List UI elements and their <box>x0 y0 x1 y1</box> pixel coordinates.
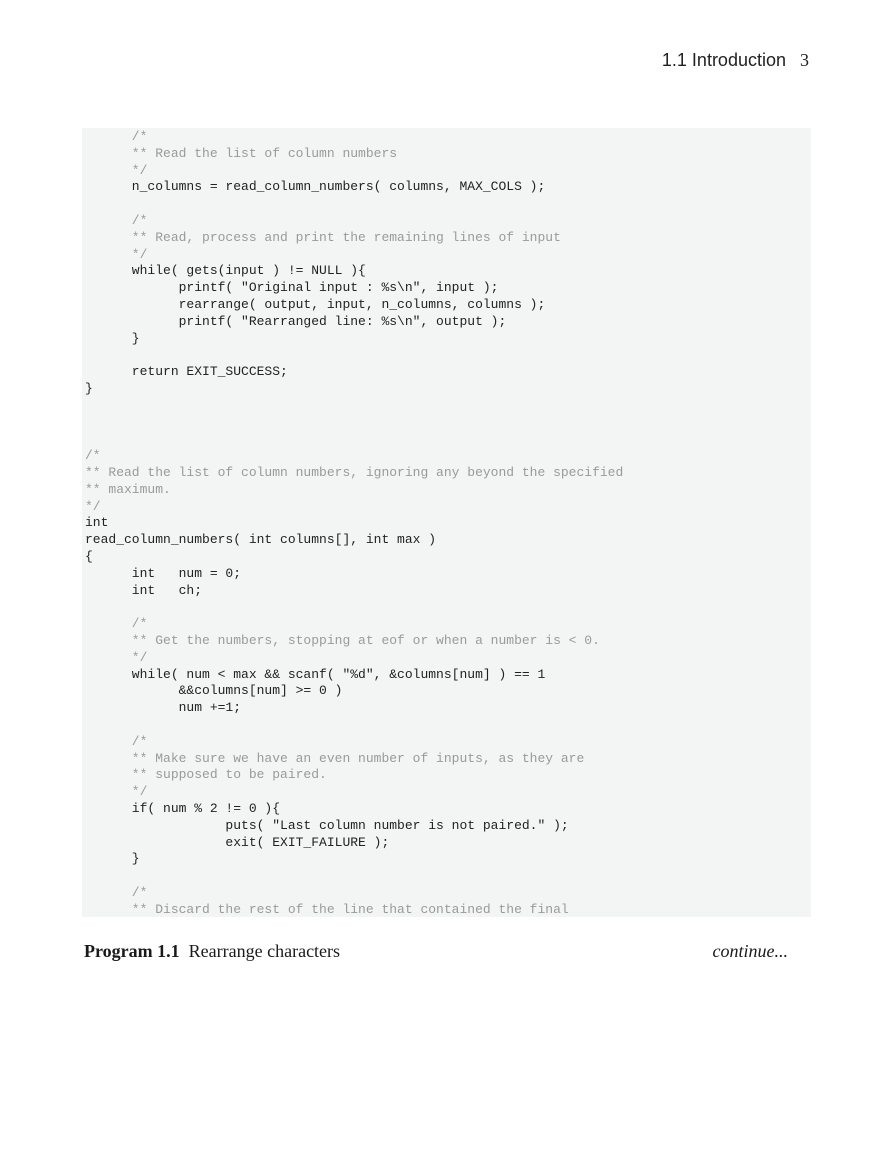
code-listing <box>82 128 811 917</box>
code-comment-line: ** maximum. <box>85 481 171 497</box>
code-comment-line: /* <box>85 448 101 464</box>
code-line: int <box>85 515 109 531</box>
code-line: } <box>85 851 140 867</box>
code-comment-line: ** supposed to be paired. <box>85 767 327 783</box>
code-line: while( num < max && scanf( "%d", &columns[num] ) == 1 <box>85 666 546 682</box>
code-comment-line: /* <box>85 885 148 900</box>
code-line: int ch; <box>85 582 203 598</box>
code-line: } <box>85 330 140 346</box>
code-comment-line: */ <box>85 784 148 800</box>
code-comment-line: /* <box>85 733 148 749</box>
code-comment-line: ** Read the list of column numbers <box>85 145 398 161</box>
code-line: &&columns[num] >= 0 ) <box>85 683 343 699</box>
code-comment-line: ** Discard the rest of the line that contained the final <box>85 901 569 917</box>
code-comment-line: */ <box>85 246 148 262</box>
code-line: while( gets(input ) != NULL ){ <box>85 263 366 279</box>
code-comment-line: */ <box>85 649 148 665</box>
code-line: printf( "Rearranged line: %s\n", output ); <box>85 313 507 329</box>
code-comment-line: /* <box>85 616 148 632</box>
code-line: num +=1; <box>85 700 242 716</box>
page-number: 3 <box>800 50 809 70</box>
code-line: if( num % 2 != 0 ){ <box>85 801 281 816</box>
continue-note: continue... <box>712 941 788 961</box>
code-comment-line: ** Read, process and print the remaining lines of input <box>85 229 561 245</box>
section-title: 1.1 Introduction <box>661 50 786 70</box>
code-line: printf( "Original input : %s\n", input ); <box>85 280 499 296</box>
caption-label: Program 1.1 <box>84 941 180 961</box>
code-line: return EXIT_SUCCESS; <box>85 364 288 380</box>
code-comment-line: */ <box>85 162 148 178</box>
code-line: exit( EXIT_FAILURE ); <box>85 834 390 850</box>
program-caption <box>84 941 788 962</box>
code-comment-line: /* <box>85 213 148 228</box>
code-line: n_columns = read_column_numbers( columns, MAX_COLS ); <box>85 179 546 195</box>
code-line: read_column_numbers( int columns[], int max ) <box>85 532 437 548</box>
code-line: rearrange( output, input, n_columns, columns ); <box>85 297 546 312</box>
caption-title: Rearrange characters <box>188 941 341 961</box>
running-header <box>662 50 809 71</box>
code-line: int num = 0; <box>85 565 242 581</box>
code-comment-line: /* <box>85 129 148 144</box>
code-comment-line: */ <box>85 498 101 514</box>
code-line: { <box>85 549 93 564</box>
code-comment-line: ** Make sure we have an even number of inputs, as they are <box>85 750 585 766</box>
code-line: } <box>85 381 93 396</box>
code-comment-line: ** Get the numbers, stopping at eof or when a number is < 0. <box>85 633 600 648</box>
code-line: puts( "Last column number is not paired." ); <box>85 817 569 833</box>
code-comment-line: ** Read the list of column numbers, ignoring any beyond the specified <box>85 465 624 480</box>
